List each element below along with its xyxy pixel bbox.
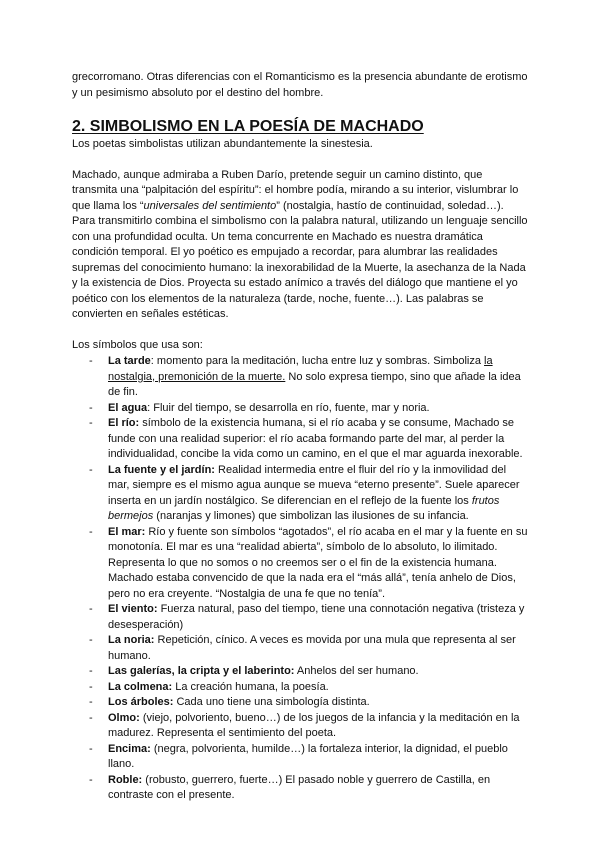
bullet-dash: - [89, 665, 93, 677]
intro-paragraph: grecorromano. Otras diferencias con el Romanticismo es la presencia abundante de erotismo y un pesimismo absoluto por el destino del hombre. [72, 71, 528, 99]
symbol-text: Realidad intermedia entre el fluir del río y la inmovilidad del mar, siempre es el mismo agua aunque se mueva “eterno presente”. Suele aparecer inserta en un jardín nostálgico. Se diferencian en el reflejo de la fuente los [108, 463, 520, 507]
symbol-text: La creación humana, la poesía. [175, 680, 329, 693]
page-content [72, 70, 528, 804]
bullet-dash: - [89, 680, 93, 693]
paragraph-text: ” (nostalgia, hastío de continuidad, soledad…). Para transmitirlo combina el simbolismo con la palabra natural, utilizando un lenguaje sencillo con una profundidad oculta. Un tema concurrente en Machado es nuestra dramática condición temporal. El yo poético es empujado a recordar, para alumbrar las realidades supremas del conocimiento humano: la inexorabilidad de la Muerte, la asechanza de la Nada y la existencia de Dios. Proyecta su estado anímico a través del diálogo que mantiene el yo poético con los elementos de la naturaleza (tarde, noche, fuente…). Las palabras se convierten en señales estéticas. [72, 199, 528, 320]
list-item [72, 602, 528, 633]
symbol-term: Olmo: [108, 711, 140, 724]
symbol-text: símbolo de la existencia humana, si el río acaba y se consume, Machado se funde con una realidad superior: el río acaba formando parte del mar, al perder la individualidad, concibe la vida como un camino, en el que el mar aguarda inexorable. [108, 417, 523, 460]
symbol-text: (viejo, polvoriento, bueno…) de los juegos de la infancia y la meditación en la madurez. Representa el sentimiento del poeta. [108, 711, 520, 739]
bullet-dash: - [89, 401, 93, 414]
symbol-term: Roble: [108, 773, 143, 786]
symbol-text: No solo expresa tiempo, sino que añade la idea de fin. [108, 370, 521, 398]
symbols-intro: Los símbolos que usa son: [72, 338, 203, 351]
bullet-dash: - [89, 463, 93, 476]
bullet-dash: - [89, 711, 93, 724]
list-item [72, 664, 528, 680]
symbol-term: El viento: [108, 603, 158, 615]
symbol-text: Fluir del tiempo, se desarrolla en río, fuente, mar y noria. [153, 401, 430, 414]
symbol-term: La fuente y el jardín: [108, 463, 215, 476]
list-item [72, 742, 528, 773]
list-item [72, 463, 528, 525]
symbol-text: momento para la meditación, lucha entre luz y sombras. Simboliza [156, 355, 485, 367]
list-item [72, 416, 528, 463]
bullet-dash: - [89, 773, 93, 786]
bullet-dash: - [89, 417, 93, 429]
symbol-text: Cada uno tiene una simbología distinta. [176, 696, 370, 708]
symbol-text: (robusto, guerrero, fuerte…) El pasado noble y guerrero de Castilla, en contraste con el presente. [108, 773, 491, 801]
list-item [72, 633, 528, 664]
symbol-term: La noria: [108, 634, 155, 646]
symbol-text: Río y fuente son símbolos “agotados”, el río acaba en el mar y la fuente en su monotonía. El mar es una “realidad abierta”, símbolo de lo absoluto, lo ilimitado. Representa lo que no somos o no creemos ser o el fin de la existencia humana. Machado estaba convencido de que la nada era el “más allá”, tenía anhelo de Dios, pero no era creyente. “Nostalgia de una fe que no tenía”. [108, 525, 528, 600]
symbol-term: La tarde [108, 355, 151, 367]
list-item [72, 680, 528, 696]
symbol-text: (negra, polvorienta, humilde…) la fortaleza interior, la dignidad, el pueblo llano. [108, 742, 508, 770]
symbol-italic-text: frutos bermejos [108, 494, 500, 522]
list-item [72, 354, 528, 401]
list-item [72, 695, 528, 711]
symbol-term: Las galerías, la cripta y el laberinto: [108, 665, 295, 677]
symbols-list [72, 354, 528, 804]
section-title: 2. SIMBOLISMO EN LA POESÍA DE MACHADO [72, 118, 424, 135]
symbol-term: El río: [108, 417, 140, 429]
symbol-term: La colmena: [108, 680, 173, 693]
symbol-term: Los árboles: [108, 696, 174, 708]
symbol-separator: : [147, 401, 154, 414]
machado-paragraph [72, 168, 528, 323]
list-item [72, 711, 528, 742]
symbol-text: Fuerza natural, paso del tiempo, tiene una connotación negativa (tristeza y desesperación) [108, 603, 525, 631]
bullet-dash: - [89, 696, 93, 708]
symbol-term: El agua [108, 401, 148, 414]
symbol-separator: : [150, 355, 157, 367]
bullet-dash: - [89, 355, 93, 367]
list-item [72, 401, 528, 417]
bullet-dash: - [89, 603, 93, 615]
paragraph-text: Machado, aunque admiraba a Ruben Darío, pretende seguir un camino distinto, que transmita una “palpitación del espíritu”: el hombre podía, mirando a su interior, vislumbrar lo que llama los “ [72, 168, 519, 212]
bullet-dash: - [89, 742, 93, 755]
symbol-term: Encima: [108, 742, 151, 755]
paragraph-italic-phrase: universales del sentimiento [143, 199, 277, 212]
symbol-term: El mar: [108, 525, 146, 538]
symbol-text: Repetición, cínico. A veces es movida por una mula que representa al ser humano. [108, 634, 516, 662]
symbol-text: (naranjas y limones) que simbolizan las ilusiones de su infancia. [153, 510, 469, 522]
bullet-dash: - [89, 634, 93, 646]
symbol-text: Anhelos del ser humano. [296, 665, 419, 677]
list-item [72, 773, 528, 804]
symbol-underlined-text: la nostalgia, premonición de la muerte. [108, 355, 493, 383]
list-item [72, 525, 528, 603]
section-subtitle: Los poetas simbolistas utilizan abundantemente la sinestesia. [72, 138, 373, 150]
bullet-dash: - [89, 525, 93, 538]
